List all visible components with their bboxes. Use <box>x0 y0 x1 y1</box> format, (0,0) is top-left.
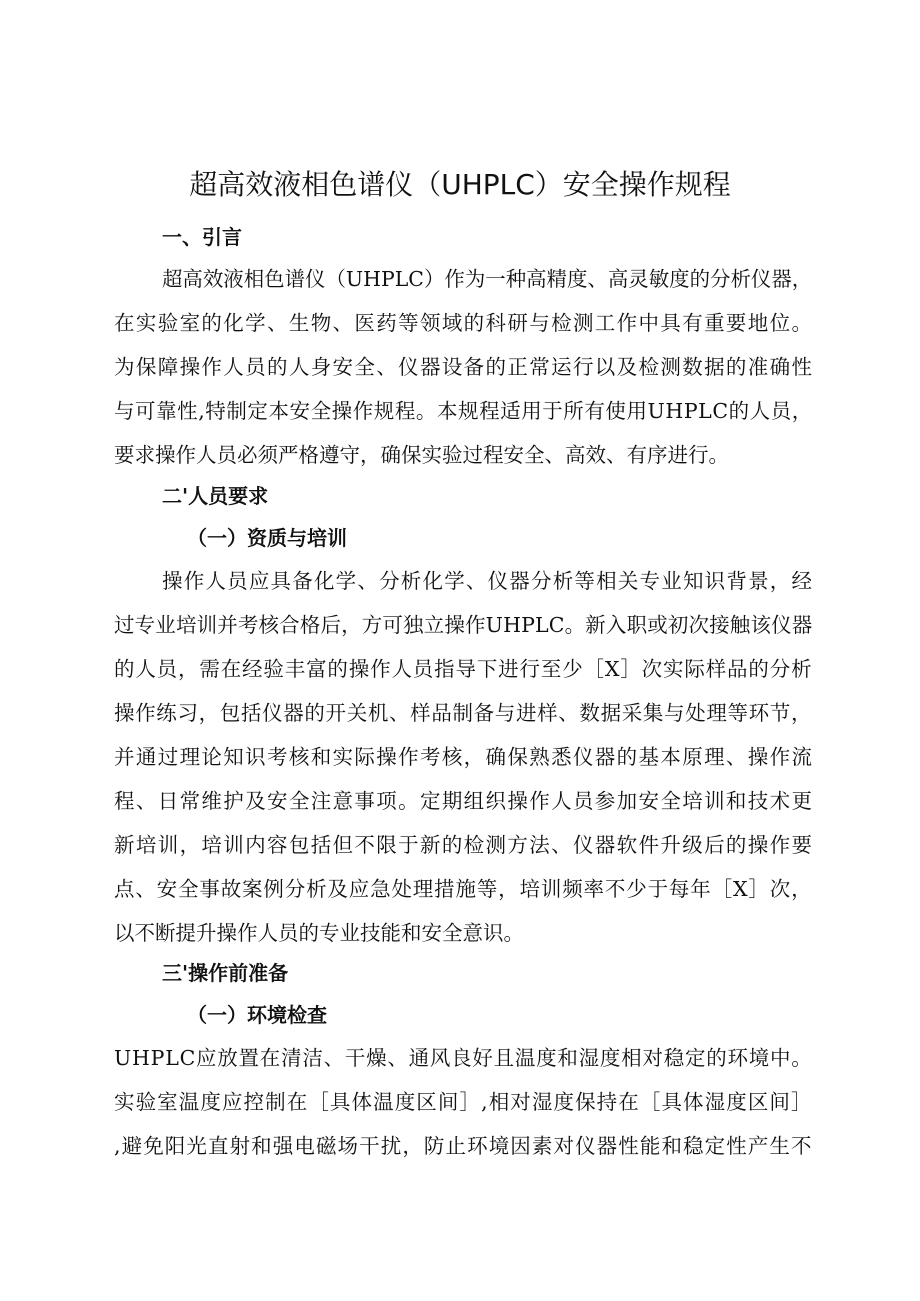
paragraph-line: 点、安全事故案例分析及应急处理措施等，培训频率不少于每年［X］次， <box>114 877 813 901</box>
paragraph-line: 并通过理论知识考核和实际操作考核，确保熟悉仪器的基本原理、操作流 <box>114 745 814 769</box>
paragraph-line: 以不断提升操作人员的专业技能和安全意识。 <box>114 921 524 945</box>
section-heading-preparation: 三'操作前准备 <box>162 961 289 985</box>
section-heading-introduction: 一、引言 <box>162 225 242 249</box>
paragraph-line: 实验室温度应控制在［具体温度区间］,相对湿度保持在［具体湿度区间］ <box>114 1090 813 1114</box>
paragraph-line: UHPLC应放置在清洁、干燥、通风良好且温度和湿度相对稳定的环境中。 <box>114 1046 813 1070</box>
paragraph-line: 在实验室的化学、生物、医药等领域的科研与检测工作中具有重要地位。 <box>114 311 814 335</box>
paragraph-line: 为保障操作人员的人身安全、仪器设备的正常运行以及检测数据的准确性 <box>114 355 814 379</box>
document-title: 超高效液相色谱仪（UHPLC）安全操作规程 <box>189 168 731 201</box>
section-heading-personnel: 二'人员要求 <box>162 484 269 508</box>
paragraph-line: 操作练习，包括仪器的开关机、样品制备与进样、数据采集与处理等环节， <box>114 701 813 725</box>
paragraph-line: 与可靠性,特制定本安全操作规程。本规程适用于所有使用UHPLC的人员， <box>114 399 813 423</box>
subsection-heading-qualification: （一）资质与培训 <box>187 526 347 550</box>
paragraph-line: ,避免阳光直射和强电磁场干扰，防止环境因素对仪器性能和稳定性产生不 <box>114 1134 813 1158</box>
paragraph-line: 程、日常维护及安全注意事项。定期组织操作人员参加安全培训和技术更 <box>114 789 814 813</box>
paragraph-line: 超高效液相色谱仪（UHPLC）作为一种高精度、高灵敏度的分析仪器， <box>162 267 813 291</box>
paragraph-line: 要求操作人员必须严格遵守，确保实验过程安全、高效、有序进行。 <box>114 443 729 467</box>
paragraph-line: 新培训，培训内容包括但不限于新的检测方法、仪器软件升级后的操作要 <box>114 833 814 857</box>
subsection-heading-environment: （一）环境检查 <box>187 1003 327 1027</box>
paragraph-line: 操作人员应具备化学、分析化学、仪器分析等相关专业知识背景，经 <box>162 569 814 593</box>
paragraph-line: 的人员，需在经验丰富的操作人员指导下进行至少［X］次实际样品的分析 <box>114 657 813 681</box>
paragraph-line: 过专业培训并考核合格后，方可独立操作UHPLC。新入职或初次接触该仪器 <box>114 613 813 637</box>
